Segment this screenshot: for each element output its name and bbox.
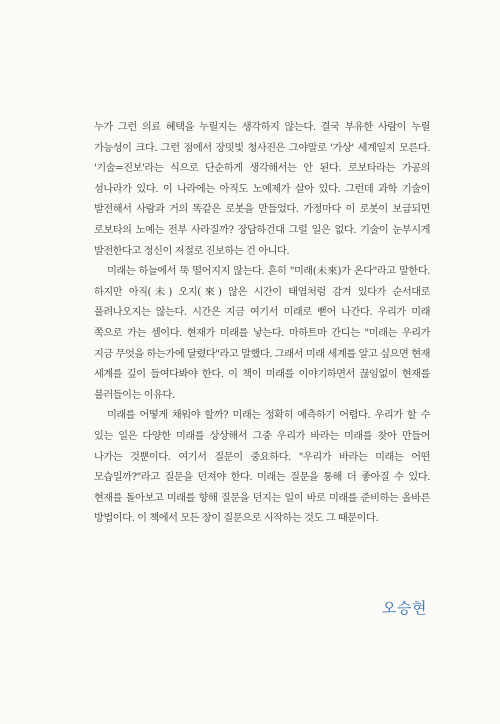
body-text: [94, 118, 430, 530]
paragraph-3: 미래를 어떻게 채워야 할까? 미래는 정확히 예측하기 어렵다. 우리가 할 수 있는 일은 다양한 미래를 상상해서 그중 우리가 바라는 미래를 찾아 만들어 나가는 것뿐이다. 여기서 질문이 중요하다. "우리가 바라는 미래는 어떤 모습일까?"라고 질문을 던져야 한다. 미래는 질문을 통해 더 좋아질 수 있다. 현재를 돌아보고 미래를 향해 질문을 던지는 일이 바로 미래를 준비하는 올바른 방법이다. 이 책에서 모든 장이 질문으로 시작하는 것도 그 때문이다.: [94, 410, 430, 525]
paragraph-1: 누가 그런 의료 혜택을 누릴지는 생각하지 않는다. 결국 부유한 사람이 누릴 가능성이 크다. 그런 점에서 장밋빛 청사진은 그야말로 '가상' 세계일지 모른다. '기술=진보'라는 식으로 단순하게 생각해서는 안 된다. 로보타라는 가공의 섬나라가 있다. 이 나라에는 아직도 노예제가 살아 있다. 그런데 과학 기술이 발전해서 사람과 거의 똑같은 로봇을 만들었다. 가정마다 이 로봇이 보급되면 로보타의 노예는 전부 사라질까? 장담하건대 그럴 일은 없다. 기술이 눈부시게 발전한다고 정신이 저절로 진보하는 건 아니다.: [94, 122, 430, 257]
paragraph-2: 미래는 하늘에서 뚝 떨어지지 않는다. 흔히 "미래(未來)가 온다"라고 말한다. 하지만 아직(未) 오지(來) 않은 시간이 태엽처럼 감겨 있다가 순서대로 풀려나오지는 않는다. 시간은 지금 여기서 미래로 뻗어 나간다. 우리가 미래 쪽으로 가는 셈이다. 현재가 미래를 낳는다. 마하트마 간디는 "미래는 우리가 지금 무엇을 하는가에 달렸다"라고 말했다. 그래서 미래 세계를 알고 싶으면 현재 세계를 깊이 들여다봐야 한다. 이 책이 미래를 이야기하면서 끊임없이 현재를 불러들이는 이유다.: [94, 266, 430, 401]
author-signature: 오승현: [382, 599, 427, 617]
